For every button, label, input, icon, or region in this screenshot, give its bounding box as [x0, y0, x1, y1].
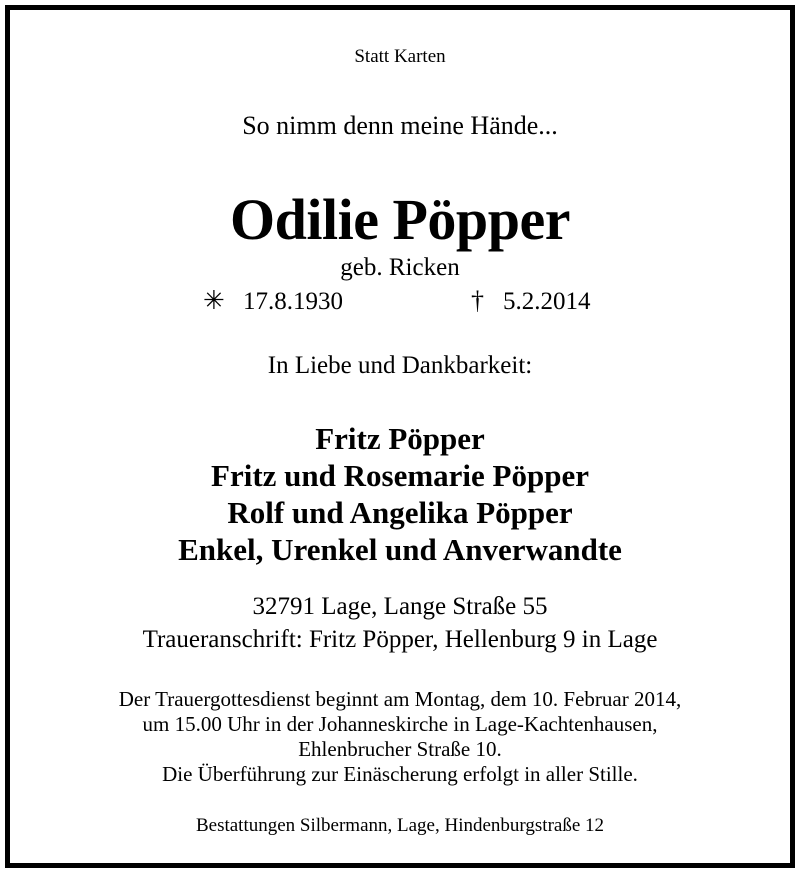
birth-date-group: [203, 286, 343, 316]
obituary-frame: [5, 5, 795, 868]
service-line: Der Trauergottesdienst beginnt am Montag, dem 10. Februar 2014,: [118, 687, 682, 711]
funeral-home-text: Bestattungen Silbermann, Lage, Hindenburgstraße 12: [195, 815, 605, 836]
deceased-name: Odilie Pöpper: [230, 187, 570, 252]
mourner-name: Fritz Pöpper: [315, 421, 485, 456]
address-line: 32791 Lage, Lange Straße 55: [252, 593, 548, 620]
death-date: 5.2.2014: [503, 288, 591, 315]
quote-text: So nimm denn meine Hände...: [242, 111, 558, 140]
mourner-name: Enkel, Urenkel und Anverwandte: [178, 532, 622, 567]
service-info: [10, 687, 790, 787]
mourning-address-line: Traueranschrift: Fritz Pöpper, Hellenburg 9 in Lage: [142, 626, 658, 653]
birth-date: 17.8.1930: [243, 288, 343, 315]
mourner-name: Rolf und Angelika Pöpper: [227, 495, 573, 530]
header-text: Statt Karten: [354, 46, 446, 67]
life-dates: [10, 284, 790, 320]
mourners-list: [10, 420, 790, 568]
service-line: Ehlenbrucher Straße 10.: [298, 737, 502, 761]
service-line: um 15.00 Uhr in der Johanneskirche in Lage-Kachtenhausen,: [142, 712, 658, 736]
service-line: Die Überführung zur Einäscherung erfolgt in aller Stille.: [162, 762, 638, 786]
death-cross-icon: †: [471, 286, 484, 315]
birth-star-icon: ✳: [203, 286, 225, 315]
maiden-name: geb. Ricken: [340, 254, 460, 281]
mourner-name: Fritz und Rosemarie Pöpper: [211, 458, 589, 493]
death-date-group: [471, 286, 591, 316]
dedication-text: In Liebe und Dankbarkeit:: [267, 352, 533, 379]
